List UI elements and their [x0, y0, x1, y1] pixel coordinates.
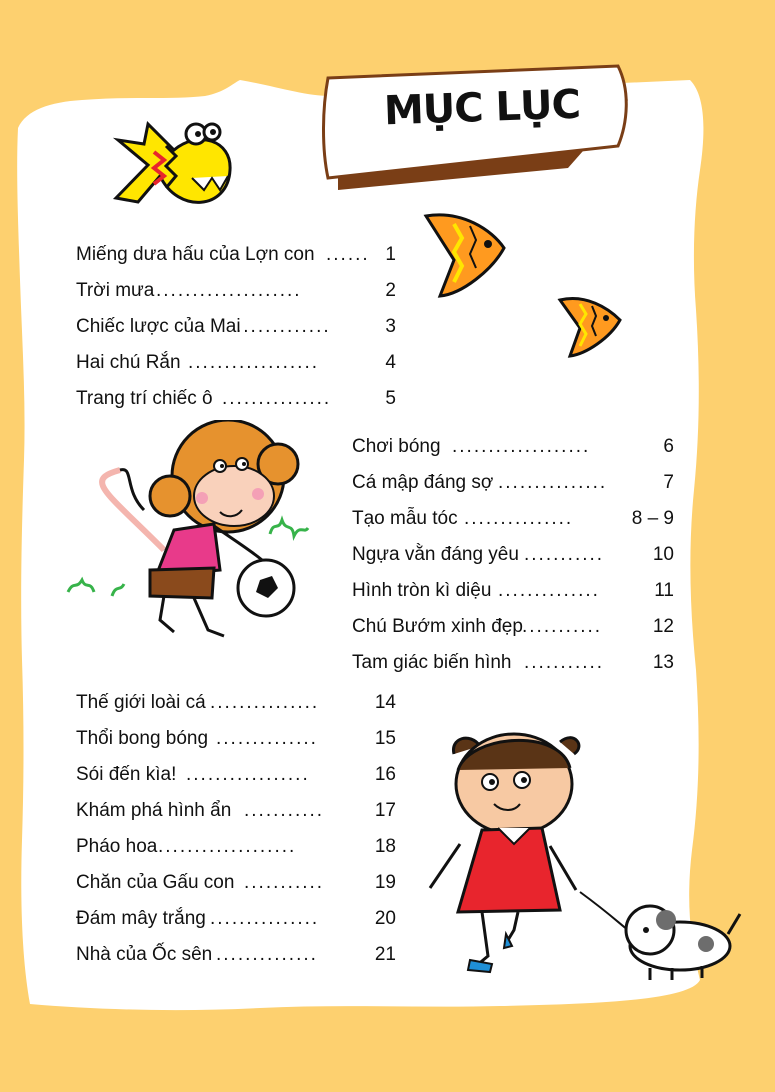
toc-entry[interactable]: Nhà của Ốc sên .............. 21: [76, 944, 396, 965]
page-title: MỤC LỤC: [383, 81, 581, 135]
toc-entry[interactable]: Hình tròn kì diệu .............. 11: [352, 580, 674, 601]
toc-entry[interactable]: Chú Bướm xinh đẹp ........... 12: [352, 616, 674, 637]
page-number: 13: [652, 652, 674, 673]
page-number: 2: [385, 280, 396, 301]
page-number: 10: [652, 544, 674, 565]
toc-entry[interactable]: Sói đến kìa! ................. 16: [76, 764, 396, 785]
page-number: 12: [652, 616, 674, 637]
striped-fish-icon: [422, 210, 510, 300]
page-number: 4: [385, 352, 396, 373]
toc-entry[interactable]: Thế giới loài cá ............... 14: [76, 692, 396, 713]
toc-entry[interactable]: Cá mập đáng sợ ............... 7: [352, 472, 674, 493]
toc-entry[interactable]: Khám phá hình ẩn ........... 17: [76, 800, 396, 821]
striped-fish-icon: [556, 294, 624, 358]
toc-entry[interactable]: Đám mây trắng ............... 20: [76, 908, 396, 929]
page-number: 11: [654, 580, 674, 601]
toc-entry[interactable]: Hai chú Rắn .................. 4: [76, 352, 396, 373]
page-number: 20: [374, 908, 396, 929]
page-number: 8 – 9: [631, 508, 674, 529]
toc-entry[interactable]: Ngựa vằn đáng yêu ........... 10: [352, 544, 674, 565]
toc-entry[interactable]: Miếng dưa hấu của Lợn con ...... 1: [76, 244, 396, 265]
page-number: 5: [385, 388, 396, 409]
page-number: 17: [374, 800, 396, 821]
page-number: 7: [663, 472, 674, 493]
piranha-fish-icon: [108, 110, 238, 225]
page-number: 6: [663, 436, 674, 457]
page-number: 19: [374, 872, 396, 893]
girl-walking-dog-icon: [410, 724, 750, 984]
toc-entry[interactable]: Chơi bóng ................... 6: [352, 436, 674, 457]
toc-entry[interactable]: Chiếc lược của Mai ............. 3: [76, 316, 396, 337]
toc-entry[interactable]: Trang trí chiếc ô ............... 5: [76, 388, 396, 409]
page-number: 21: [374, 944, 396, 965]
toc-entry[interactable]: Tam giác biến hình ........... 13: [352, 652, 674, 673]
page-number: 16: [374, 764, 396, 785]
toc-entry[interactable]: Chăn của Gấu con ........... 19: [76, 872, 396, 893]
page-number: 15: [374, 728, 396, 749]
page-number: 18: [374, 836, 396, 857]
page-number: 1: [385, 244, 396, 265]
toc-entry[interactable]: Trời mưa .................... 2: [76, 280, 396, 301]
page-number: 3: [385, 316, 396, 337]
page-number: 14: [374, 692, 396, 713]
toc-entry[interactable]: Pháo hoa ................... 18: [76, 836, 396, 857]
toc-entry[interactable]: Tạo mẫu tóc ............... 8 – 9: [352, 508, 674, 529]
toc-entry[interactable]: Thổi bong bóng .............. 15: [76, 728, 396, 749]
